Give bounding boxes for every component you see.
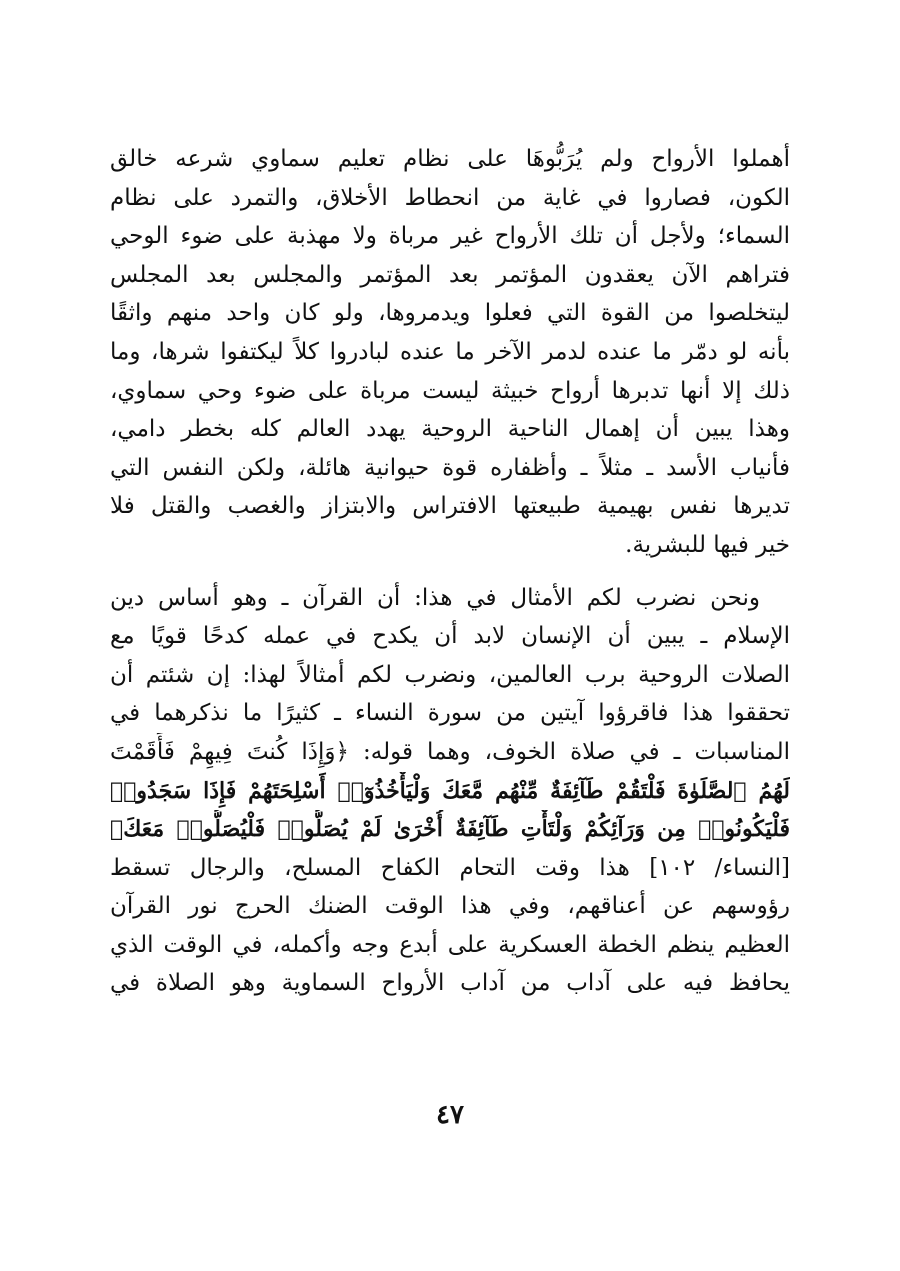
paragraph-1 [110, 140, 790, 565]
text-line: ذلك إلا أنها تدبرها أرواح خبيثة ليست مرباة على ضوء وحي سماوي، [110, 377, 790, 404]
text-line: رؤوسهم عن أعناقهم، وفي هذا الوقت الضنك الحرج نور القرآن [110, 893, 790, 920]
quran-verse-line: لَهُمُ ٱلصَّلَوٰةَ فَلْتَقُمْ طَآئِفَةٌ مِّنْهُم مَّعَكَ وَلْيَأْخُذُوٓا۟ أَسْلِحَتَهُمْ فَإِذَا سَجَدُوا۟ [110, 777, 790, 804]
paragraph-2 [110, 579, 790, 1004]
text-line: وهذا يبين أن إهمال الناحية الروحية يهدد العالم كله بخطر دامي، [110, 416, 790, 443]
text-line: السماء؛ ولأجل أن تلك الأرواح غير مرباة ولا مهذبة على ضوء الوحي [110, 223, 790, 250]
text-line: ونحن نضرب لكم الأمثال في هذا: أن القرآن ـ وهو أساس دين [110, 584, 760, 611]
text-line: يحافظ فيه على آداب من آداب الأرواح السماوية وهو الصلاة في [110, 970, 790, 997]
text-line: تديرها نفس بهيمية طبيعتها الافتراس والابتزاز والغصب والقتل فلا [110, 493, 790, 520]
page-number: ٤٧ [436, 1100, 464, 1130]
text-line: المناسبات ـ في صلاة الخوف، وهما قوله: ﴿وَإِذَا كُنتَ فِيهِمْ فَأَقَمْتَ [110, 738, 790, 765]
text-line: الصلات الروحية برب العالمين، ونضرب لكم أمثالاً لهذا: إن شئتم أن [110, 661, 790, 688]
text-line: فتراهم الآن يعقدون المؤتمر بعد المؤتمر والمجلس بعد المجلس [110, 261, 790, 288]
page-body [110, 140, 790, 1003]
text-line: خير فيها للبشرية. [625, 531, 790, 558]
text-line: ليتخلصوا من القوة التي فعلوا ويدمروها، ولو كان واحد منهم واثقًا [110, 300, 790, 327]
text-line: تحققوا هذا فاقرؤوا آيتين من سورة النساء ـ كثيرًا ما نذكرهما في [110, 700, 790, 727]
text-line: الإسلام ـ يبين أن الإنسان لابد أن يكدح في عمله كدحًا قويًا مع [110, 623, 790, 650]
text-line: الكون، فصاروا في غاية من انحطاط الأخلاق، والتمرد على نظام [110, 184, 790, 211]
text-line: بأنه لو دمّر ما عنده لدمر الآخر ما عنده لبادروا كلاً ليكتفوا شرها، وما [110, 338, 790, 365]
text-line: فأنياب الأسد ـ مثلاً ـ وأظفاره قوة حيوانية هائلة، ولكن النفس التي [110, 454, 790, 481]
quran-verse-line: فَلْيَكُونُوا۟ مِن وَرَآئِكُمْ وَلْتَأْتِ طَآئِفَةٌ أُخْرَىٰ لَمْ يُصَلُّوا۟ فَلْيُصَلُّوا۟ مَعَكَ﴾ [110, 816, 790, 843]
text-line: العظيم ينظم الخطة العسكرية على أبدع وجه وأكمله، في الوقت الذي [110, 931, 790, 958]
text-line: أهملوا الأرواح ولم يُرَبُّوهَا على نظام تعليم سماوي شرعه خالق [110, 146, 790, 172]
text-line: [النساء/ ١٠٢] هذا وقت التحام الكفاح المسلح، والرجال تسقط [110, 854, 790, 881]
